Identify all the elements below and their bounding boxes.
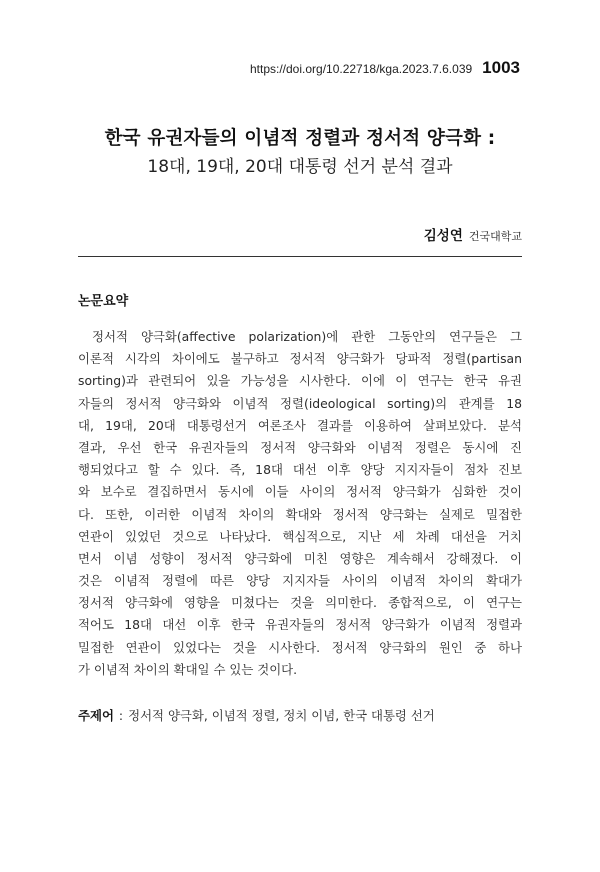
abstract-line: 연관이 있었던 것으로 나타났다. 핵심적으로, 지난 세 차례 대선을 거치	[78, 528, 522, 544]
paper-title: 한국 유권자들의 이념적 정렬과 정서적 양극화 :	[104, 128, 496, 149]
abstract-line: 다. 또한, 이러한 이념적 차이의 확대와 정서적 양극화는 실제로 밀접한	[78, 506, 522, 522]
author-affiliation: 건국대학교	[468, 230, 522, 243]
divider	[78, 256, 522, 257]
paper-subtitle: 18대, 19대, 20대 대통령 선거 분석 결과	[147, 157, 453, 177]
author-line	[424, 224, 522, 244]
author-name: 김성연	[423, 228, 463, 244]
page-header	[250, 58, 520, 78]
abstract-line: 면서 이념 성향이 정서적 양극화에 미친 영향은 계속해서 강해졌다. 이	[78, 550, 522, 566]
abstract-line: 와 보수로 결집하면서 동시에 이들 사이의 정서적 양극화가 심화한 것이	[78, 484, 522, 500]
abstract-line: 대, 19대, 20대 대통령선거 여론조사 결과를 이용하여 살펴보았다. 분석	[78, 417, 522, 433]
abstract-line: 정서적 양극화에 영향을 미쳤다는 것을 의미한다. 종합적으로, 이 연구는	[78, 595, 522, 611]
title-block	[70, 126, 530, 180]
abstract-line: sorting)과 관련되어 있을 가능성을 시사한다. 이에 이 연구는 한국 유권	[78, 373, 522, 389]
abstract-body	[78, 326, 522, 681]
doi-link[interactable]: https://doi.org/10.22718/kga.2023.7.6.039	[249, 62, 473, 76]
abstract-heading: 논문요약	[78, 294, 129, 309]
keywords-separator: :	[118, 708, 124, 723]
abstract-line: 자들의 정서적 양극화와 이념적 정렬(ideological sorting)의 관계를 18	[78, 395, 522, 411]
keywords-line	[78, 706, 522, 724]
abstract-line: 이론적 시각의 차이에도 불구하고 정서적 양극화가 당파적 정렬(partisan	[78, 351, 522, 367]
keywords-text: 정서적 양극화, 이념적 정렬, 정치 이념, 한국 대통령 선거	[128, 708, 435, 723]
abstract-line: 정서적 양극화(affective polarization)에 관한 그동안의 연구들은 그	[92, 329, 522, 344]
abstract-line: 결과, 우선 한국 유권자들의 정서적 양극화와 이념적 정렬은 동시에 진	[78, 439, 522, 455]
abstract-line: 가 이념적 차이의 확대일 수 있는 것이다.	[78, 661, 298, 677]
abstract-line: 적어도 18대 대선 이후 한국 유권자들의 정서적 양극화가 이념적 정렬과	[78, 617, 522, 633]
abstract-line: 밀접한 연관이 있었다는 것을 시사한다. 정서적 양극화의 원인 중 하나	[78, 639, 522, 655]
abstract-line: 행되었다고 할 수 있다. 즉, 18대 대선 이후 양당 지지자들이 점차 진보	[78, 462, 522, 478]
abstract-line: 것은 이념적 정렬에 따른 양당 지지자들 사이의 이념적 차이의 확대가	[78, 573, 522, 589]
keywords-label: 주제어	[78, 708, 114, 723]
page-number: 1003	[482, 58, 520, 77]
